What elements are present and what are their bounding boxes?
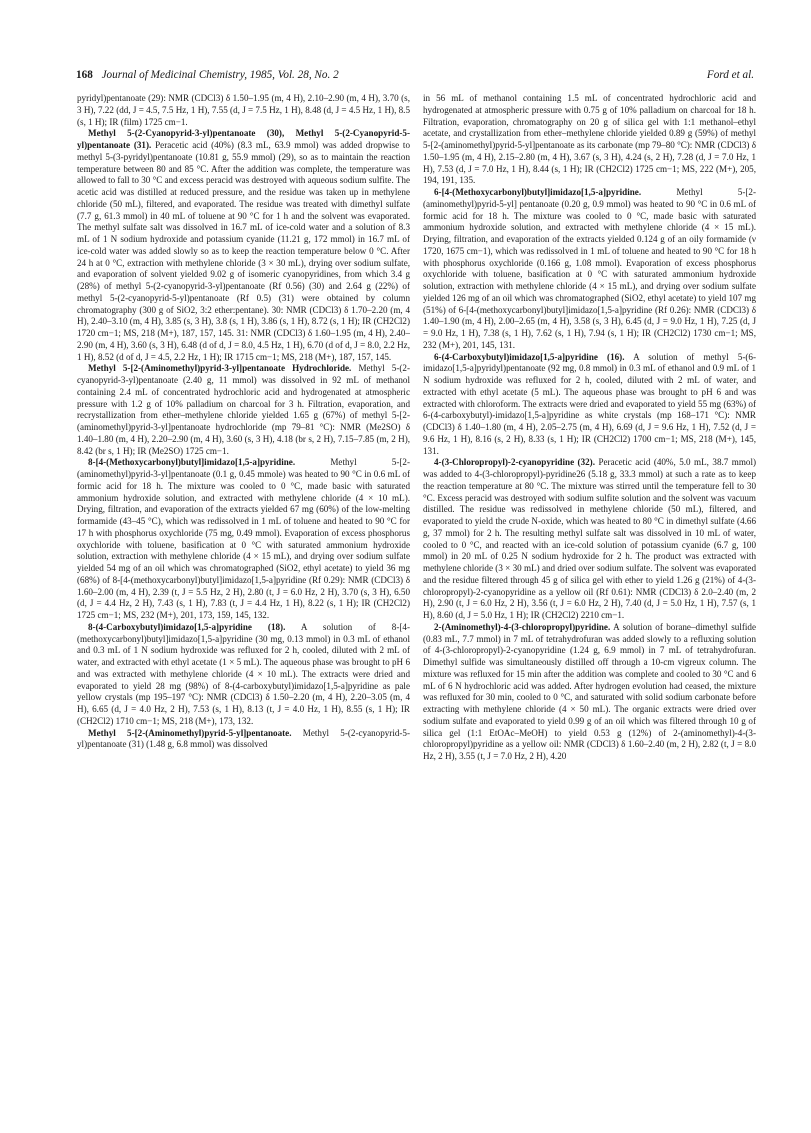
paragraph — [423, 622, 756, 763]
journal-citation: Journal of Medicinal Chemistry, 1985, Vol. 28, No. 2 — [101, 69, 339, 81]
paragraph-body: Methyl 5-(2-cyanopyrid-3-yl)pentanoate (2.40 g, 11 mmol) was dissolved in 92 mL of methanol containing 2.4 mL of concentrated hydrochloric acid and hydrogenated at atmospheric pressure with 1.2 g of 10% palladium on charcoal for 3 h. Filtration, evaporation, and recrystallization from ether–methylene chloride yielded 1.65 g (67%) of methyl 5-[2-(aminomethyl)pyrid-3-yl]pentanoate hydrochloride (mp 79–81 °C): NMR (Me2SO) δ 1.40–1.80 (m, 4 H), 2.20–2.90 (m, 4 H), 3.60 (s, 3 H), 4.18 (br s, 2 H), 7.15–7.85 (m, 2 H), 8.42 (br s, 1 H); IR (Me2SO) 1725 cm−1. — [77, 363, 410, 456]
compound-title: 8-[4-(Methoxycarbonyl)butyl]imidazo[1,5-a]pyridine. — [88, 457, 296, 468]
right-column — [423, 93, 756, 1103]
paragraph — [77, 128, 410, 363]
compound-title: Methyl 5-[2-(Aminomethyl)pyrid-3-yl]pentanoate Hydrochloride. — [88, 363, 352, 374]
running-header — [76, 68, 754, 84]
running-authors: Ford et al. — [706, 69, 754, 81]
compound-title: 4-(3-Chloropropyl)-2-cyanopyridine (32). — [434, 457, 595, 468]
paragraph-body: pyridyl)pentanoate (29): NMR (CDCl3) δ 1.50–1.95 (m, 4 H), 2.10–2.90 (m, 4 H), 3.70 (s, 3 H), 7.22 (dd, J = 4.5, 7.5 Hz, 1 H), 7.55 (d, J = 7.5 Hz, 1 H), 8.48 (d, J = 4.5 Hz, 1 H), 8.5 (s, 1 H); IR (film) 1725 cm−1. — [77, 93, 410, 127]
paragraph — [77, 93, 410, 128]
compound-title: 8-(4-Carboxybutyl)imidazo[1,5-a]pyridine (18). — [88, 621, 286, 632]
paragraph-body: Peracetic acid (40%) (8.3 mL, 63.9 mmol) was added dropwise to methyl 5-(3-pyridyl)pentanoate (10.81 g, 55.9 mmol) (29), so as to maintain the reaction temperature between 80 and 85 °C. After the addition was complete, the temperature was allowed to fall to 30 °C and excess peracid was destroyed with aqueous sodium sulfite. The acetic acid was distilled at reduced pressure, and the residue was taken up in methylene chloride (50 mL), filtered, and evaporated. The residue was treated with dimethyl sulfate (7.7 g, 61.3 mmol) in 40 mL of toluene at 90 °C for 1 h and the solvent was evaporated. The methyl sulfate salt was dissolved in 16.7 mL of ice-cold water and a solution of 8.3 mL of 1 N sodium hydroxide and potassium cyanide (11.21 g, 172 mmol) in 16.7 mL of ice-cold water was added slowly so as to keep the reaction temperature below 0 °C. After 24 h at 0 °C, extraction with methylene chloride (3 × 30 mL), drying over sodium sulfate, and evaporation of solvent yielded 9.02 g of isomeric cyanopyridines, from which 3.4 g (28%) of methyl 5-(2-cyanopyrid-3-yl)pentanoate (Rf 0.56) (30) and 2.64 g (22%) of methyl 5-(2-cyanopyrid-5-yl)pentanoate (Rf 0.5) (31) were obtained by column chromatography (300 g of SiO2, 3:2 ether:pentane). 30: NMR (CDCl3) δ 1.70–2.20 (m, 4 H), 2.40–3.10 (m, 4 H), 3.85 (s, 3 H), 3.8 (s, 1 H), 3.86 (s, 1 H), 8.72 (s, 1 H); IR (CH2Cl2) 1720 cm−1; MS, 218 (M+), 187, 157, 145. 31: NMR (CDCl3) δ 1.60–1.95 (m, 4 H), 2.40–2.90 (m, 4 H), 3.60 (s, 3 H), 6.48 (d of d, J = 8.0, 4.5 Hz, 1 H), 6.70 (d of d, J = 8.0, 2.2 Hz, 1 H), 8.52 (d of d, J = 4.5, 2.2 Hz, 1 H); IR 1715 cm−1; MS, 218 (M+), 187, 157, 145. — [77, 140, 410, 362]
paragraph-body: Methyl 5-[2-(aminomethyl)pyrid-3-yl]pentanoate (0.1 g, 0.45 mmole) was heated to 90 °C in 0.6 mL of formic acid for 18 h. The mixture was cooled to 0 °C, made basic with saturated ammonium hydroxide solution, and extracted with methylene chloride (4 × 10 mL). Drying, filtration, and evaporation of the extracts yielded 67 mg (60%) of the low-melting formamide (43–45 °C), which was redissolved in 1 mL of toluene and heated to 90 °C for 17 h with phosphorus oxychloride (75 mg, 0.49 mmol). Evaporation of excess phosphorus oxychloride with toluene, basification at 0 °C with saturated ammonium hydroxide solution, extraction with methylene chloride (4 × 15 mL), and drying over sodium sulfate yielded 54 mg of an oil which was chromatographed (SiO2, ethyl acetate) to yield 36 mg (68%) of 8-[4-(methoxycarbonyl)butyl]imidazo[1,5-a]pyridine (Rf 0.29): NMR (CDCl3) δ 1.60–2.00 (m, 4 H), 2.39 (t, J = 5.5 Hz, 2 H), 2.80 (t, J = 6.0 Hz, 2 H), 3.70 (s, 3 H), 6.50 (d, J = 4.4 Hz, 2 H), 7.43 (s, 1 H), 7.83 (t, J = 4.4 Hz, 1 H), 8.22 (s, 1 H); IR (CH2Cl2) 1725 cm−1; MS, 232 (M+), 201, 173, 159, 145, 132. — [77, 457, 410, 620]
paragraph — [423, 352, 756, 458]
paragraph — [77, 728, 410, 752]
paragraph-body: A solution of borane–dimethyl sulfide (0.83 mL, 7.7 mmol) in 7 mL of tetrahydrofuran was added slowly to a refluxing solution of 4-(3-chloropropyl)-2-cyanopyridine (1.24 g, 6.9 mmol) in 7 mL of tetrahydrofuran. Dimethyl sulfide was simultaneously distilled off through a 10-cm vigreux column. The mixture was refluxed for 15 min after the addition was complete and cooled to 30 °C and 6 mL of 6 N hydrochloric acid was added. After hydrogen evolution had ceased, the mixture was refluxed for 30 min, cooled to 0 °C, and saturated with solid sodium carbonate before extracting with methylene chloride (4 × 50 mL). The organic extracts were dried over sodium sulfate and evaporated to yield 0.99 g of an oil which was filtered through 10 g of silica gel (1:1 EtOAc–MeOH) to yield 0.53 g (12%) of 2-(aminomethyl)-4-(3-chloropropyl)pyridine as a yellow oil: NMR (CDCl3) δ 1.60–2.40 (m, 2 H), 2.82 (t, J = 8.0 Hz, 2 H), 3.55 (t, J = 7.0 Hz, 2 H), 4.20 — [423, 621, 756, 761]
paragraph — [77, 457, 410, 622]
compound-title: 6-[4-(Methoxycarbonyl)butyl]imidazo[1,5-a]pyridine. — [434, 187, 642, 197]
paragraph — [423, 457, 756, 622]
paragraph-body: Methyl 5-(2-cyanopyrid-5-yl)pentanoate (31) (1.48 g, 6.8 mmol) was dissolved — [77, 727, 410, 750]
compound-title: 2-(Aminomethyl)-4-(3-chloropropyl)pyridine. — [434, 621, 611, 632]
compound-title: Methyl 5-[2-(Aminomethyl)pyrid-5-yl]pentanoate. — [88, 727, 292, 738]
compound-title: 6-(4-Carboxybutyl)imidazo[1,5-a]pyridine (16). — [434, 351, 625, 362]
paragraph — [423, 187, 756, 352]
page-number: 168 — [76, 69, 93, 81]
paragraph-body: A solution of methyl 5-(6-imidazo[1,5-a]pyridyl)pentanoate (92 mg, 0.8 mmol) in 0.3 mL of ethanol and 0.9 mL of 1 N sodium hydroxide was refluxed for 2 h, cooled, diluted with 2 mL of water, and extracted with ethyl acetate (5 mL). The aqueous phase was brought to pH 6 and was extracted with chloroform. The extracts were dried and evaporated to yield 55 mg (63%) of 6-(4-carboxybutyl)-imidazo[1,5-a]pyridine as white crystals (mp 168–171 °C): NMR (CDCl3) δ 1.40–1.80 (m, 4 H), 2.05–2.75 (m, 4 H), 6.69 (d, J = 9.6 Hz, 1 H), 7.52 (d, J = 9.6 Hz, 1 H), 8.16 (s, 2 H), 8.33 (s, 1 H); IR (CH2Cl2) 1700 cm−1; MS, 218 (M+), 145, 131. — [423, 351, 756, 456]
paragraph — [423, 93, 756, 187]
compound-title: Methyl 5-(2-Cyanopyrid-3-yl)pentanoate (30), Methyl 5-(2-Cyanopyrid-5-yl)pentanoate (31). — [77, 128, 410, 150]
paragraph-body: Peracetic acid (40%, 5.0 mL, 38.7 mmol) was added to 4-(3-chloropropyl)-pyridine26 (5.18 g, 33.3 mmol) at such a rate as to keep the reaction temperature at 80 °C. The mixture was stirred until the temperature fell to 30 °C. Excess peracid was destroyed with sodium sulfite solution and the solvent was vacuum distilled. The residue was redissolved in methylene chloride (50 mL), filtered, and evaporated to yield the crude N-oxide, which was heated to 80 °C in dimethyl sulfate (4.66 g, 37 mmol) for 2 h. The resulting methyl sulfate salt was dissolved in 10 mL of water, cooled to 0 °C, and reacted with an ice-cold solution of potassium cyanide (6.7 g, 100 mmol) in 20 mL of 0.25 N sodium hydroxide for 2 h. The product was extracted with methylene chloride (3 × 30 mL) and dried over sodium sulfate. The solvent was evaporated and the residue filtered through 45 g of silica gel with ether to yield 1.26 g (21%) of 4-(3-chloropropyl)-2-cyanopyridine as a yellow oil (Rf 0.61): NMR (CDCl3) δ 2.0–2.40 (m, 2 H), 2.90 (t, J = 6.0 Hz, 2 H), 3.56 (t, J = 6.0 Hz, 2 H), 7.40 (d, J = 5.0 Hz, 1 H), 7.57 (s, 1 H), 8.60 (d, J = 5.0 Hz, 1 H); IR (CH2Cl2) 2210 cm−1. — [423, 457, 756, 620]
left-column — [77, 93, 410, 1103]
paragraph — [77, 622, 410, 728]
paragraph-body: in 56 mL of methanol containing 1.5 mL of concentrated hydrochloric acid and hydrogenated at atmospheric pressure with 0.75 g of 10% palladium on charcoal for 18 h. Filtration, evaporation, chromatography on 20 g of silica gel with 1:1 methanol–ethyl acetate, and crystallization from ether–methylene chloride yielded 0.89 g (59%) of methyl 5-[2-(aminomethyl)pyrid-5-yl]pentanoate as its carbonate (mp 79–80 °C): NMR (CDCl3) δ 1.50–1.95 (m, 4 H), 2.15–2.80 (m, 4 H), 3.67 (s, 3 H), 4.24 (s, 2 H), 7.28 (d, J = 7.0 Hz, 1 H), 7.53 (d, J = 7.0 Hz, 1 H), 8.44 (s, 1 H); IR (CH2Cl2) 1725 cm−1; MS, 222 (M+), 205, 194, 191, 135. — [423, 93, 756, 186]
paragraph-body: Methyl 5-[2-(aminomethyl)pyrid-5-yl] pentanoate (0.20 g, 0.9 mmol) was heated to 90 °C in 0.6 mL of formic acid for 18 h. The mixture was cooled to 0 °C, made basic with saturated ammonium hydroxide solution, and extracted with methylene chloride (4 × 15 mL). Drying, filtration, and evaporation of the extracts yielded 0.124 g of an oily formamide (ν 1720, 1675 cm−1), which was redissolved in 1 mL of toluene and heated to 90 °C for 18 h with phosphorus oxychloride (0.166 g, 1.08 mmol). Evaporation of excess phosphorus oxychloride with toluene, basification at 0 °C with saturated ammonium hydroxide solution, extraction with methylene chloride (4 × 15 mL), and drying over sodium sulfate yielded 126 mg of an oil which was chromatographed (SiO2, ethyl acetate) to yield 107 mg (51%) of 6-[4-(methoxycarbonyl)butyl]imidazo[1,5-a]pyridine (Rf 0.26): NMR (CDCl3) δ 1.40–1.90 (m, 4 H), 2.00–2.65 (m, 4 H), 3.58 (s, 3 H), 6.45 (d, J = 9.0 Hz, 1 H), 7.25 (d, J = 9.0 Hz, 1 H), 7.38 (s, 1 H), 7.62 (s, 1 H), 7.94 (s, 1 H); IR (CH2Cl2) 1730 cm−1; MS, 232 (M+), 201, 145, 131. — [423, 187, 756, 350]
paragraph-body: A solution of 8-[4-(methoxycarbonyl)butyl]imidazo[1,5-a]pyridine (30 mg, 0.13 mmol) in 0.3 mL of ethanol and 0.3 mL of 1 N sodium hydroxide was refluxed for 2 h, cooled, diluted with 2 mL of water, and extracted with ethyl acetate (1 × 5 mL). The aqueous phase was brought to pH 6 and was extracted with methylene chloride (4 × 10 mL). The extracts were dried and evaporated to yield 28 mg (98%) of 8-(4-carboxybutyl)imidazo[1,5-a]pyridine as pale yellow crystals (mp 195–197 °C): NMR (CDCl3) δ 1.50–2.20 (m, 4 H), 2.20–3.05 (m, 4 H), 6.65 (d, J = 4.0 Hz, 2 H), 7.53 (s, 1 H), 8.13 (t, J = 4.0 Hz, 1 H), 8.55 (s, 1 H); IR (CH2Cl2) 1710 cm−1; MS, 218 (M+), 173, 132. — [77, 621, 410, 726]
paragraph — [77, 363, 410, 457]
